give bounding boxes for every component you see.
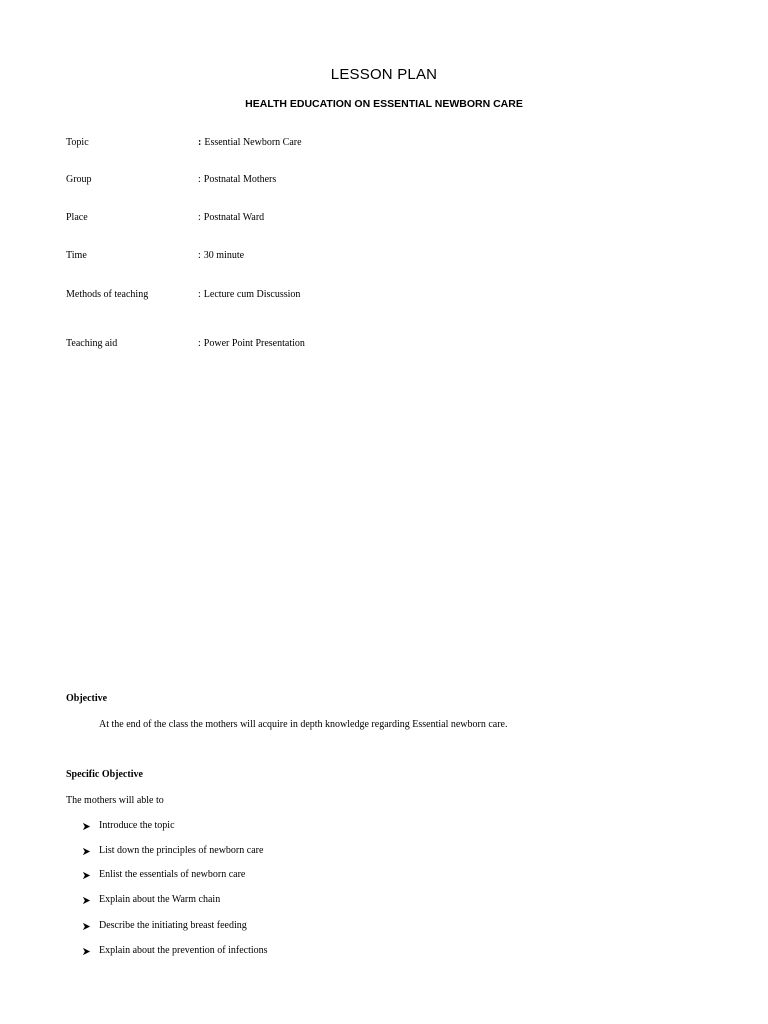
info-value-text: Lecture cum Discussion <box>203 289 301 300</box>
info-value <box>198 212 264 223</box>
info-label: Time <box>66 250 87 261</box>
info-row-place <box>66 212 706 226</box>
arrowhead-bullet-icon <box>82 847 91 856</box>
arrowhead-bullet-icon <box>82 871 91 880</box>
info-separator: : <box>198 212 201 223</box>
info-row-teaching-aid <box>66 338 706 352</box>
info-value-text: 30 minute <box>203 250 245 261</box>
info-row-group <box>66 174 706 188</box>
info-label: Group <box>66 174 92 185</box>
info-row-time <box>66 250 706 264</box>
objective-text: At the end of the class the mothers will acquire in depth knowledge regarding Essential newborn care. <box>99 719 508 730</box>
specific-objective-intro: The mothers will able to <box>66 795 164 806</box>
info-label: Topic <box>66 137 89 148</box>
info-value-text: Postnatal Mothers <box>203 174 277 185</box>
info-row-methods <box>66 289 706 303</box>
list-item-text: List down the principles of newborn care <box>99 845 264 856</box>
page-subtitle: HEALTH EDUCATION ON ESSENTIAL NEWBORN CARE <box>245 98 523 110</box>
info-value-text: Postnatal Ward <box>203 212 265 223</box>
info-separator: : <box>198 338 201 349</box>
info-value <box>198 174 276 185</box>
info-separator: : <box>198 250 201 261</box>
info-value-text: Power Point Presentation <box>203 338 305 349</box>
info-value <box>198 137 302 148</box>
info-separator: : <box>198 137 202 148</box>
specific-objective-heading: Specific Objective <box>66 769 143 780</box>
list-item-text: Enlist the essentials of newborn care <box>99 869 246 880</box>
objective-heading: Objective <box>66 693 108 704</box>
info-label: Teaching aid <box>66 338 118 349</box>
info-value <box>198 250 244 261</box>
arrowhead-bullet-icon <box>82 896 91 905</box>
list-item-text: Explain about the Warm chain <box>99 894 221 905</box>
info-value <box>198 338 305 349</box>
arrowhead-bullet-icon <box>82 947 91 956</box>
page-title: LESSON PLAN <box>330 66 438 83</box>
info-label: Methods of teaching <box>66 289 149 300</box>
info-row-topic <box>66 137 706 151</box>
info-label: Place <box>66 212 88 223</box>
info-value-text: Essential Newborn Care <box>204 137 302 148</box>
list-item-text: Explain about the prevention of infections <box>99 945 268 956</box>
info-separator: : <box>198 289 201 300</box>
arrowhead-bullet-icon <box>82 922 91 931</box>
list-item-text: Describe the initiating breast feeding <box>99 920 247 931</box>
info-value <box>198 289 300 300</box>
info-separator: : <box>198 174 201 185</box>
arrowhead-bullet-icon <box>82 822 91 831</box>
list-item-text: Introduce the topic <box>99 820 175 831</box>
